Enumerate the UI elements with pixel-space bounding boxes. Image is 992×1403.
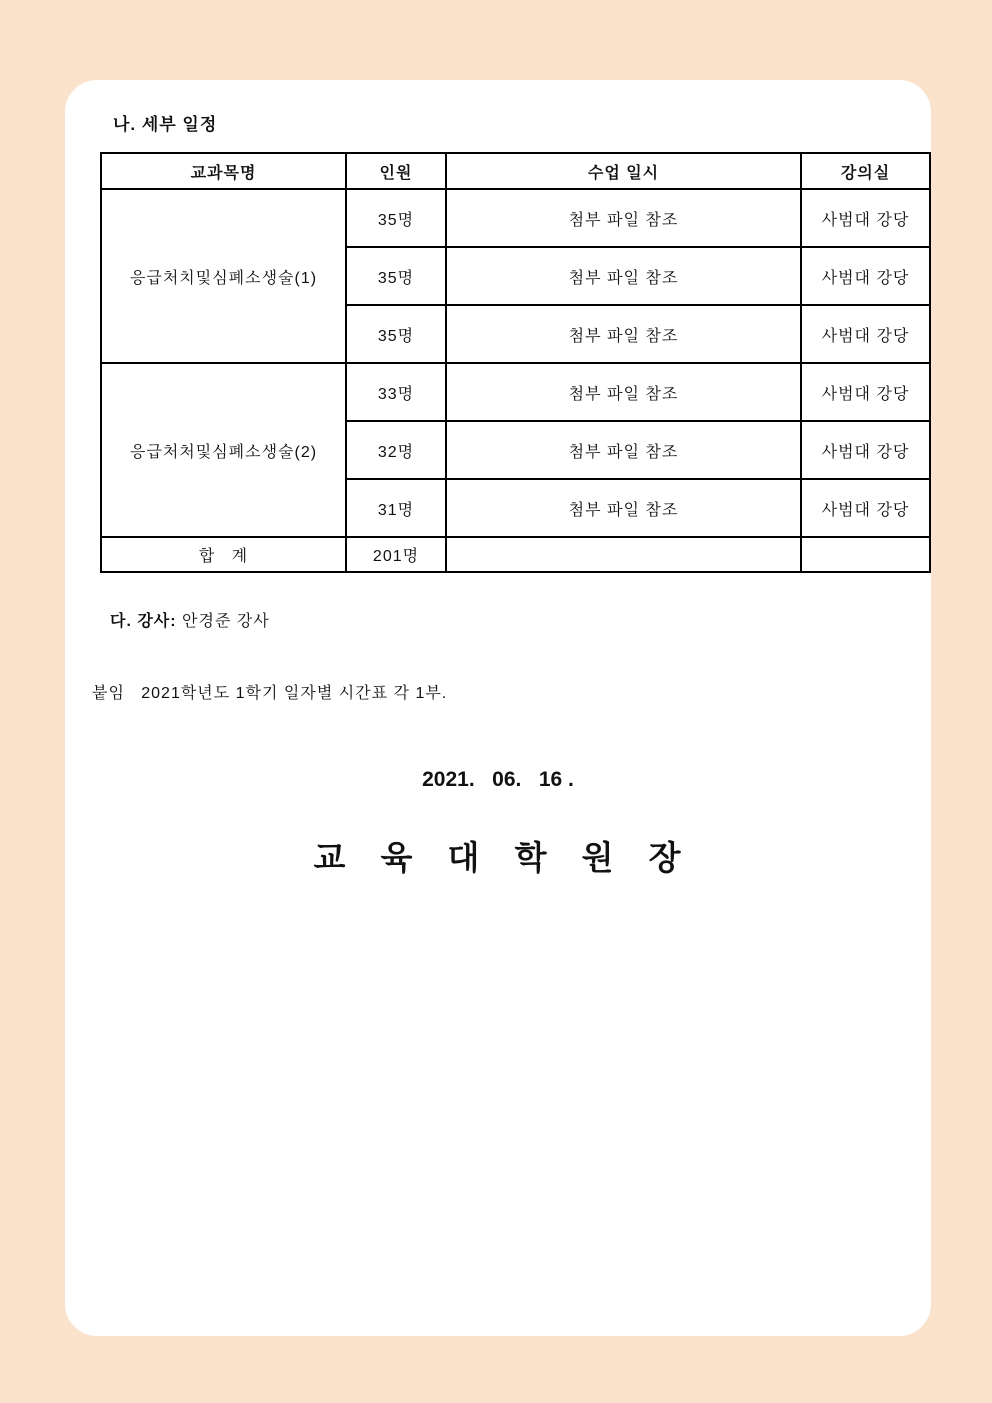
schedule-cell: 첨부 파일 참조 bbox=[446, 421, 801, 479]
instructor-name: 안경준 강사 bbox=[176, 613, 270, 630]
schedule-table bbox=[100, 152, 931, 573]
table-row bbox=[101, 189, 930, 247]
room-cell: 사범대 강당 bbox=[801, 247, 930, 305]
table-row bbox=[101, 363, 930, 421]
count-cell: 33명 bbox=[346, 363, 446, 421]
section-heading: 나. 세부 일정 bbox=[113, 115, 218, 134]
schedule-cell: 첨부 파일 참조 bbox=[446, 189, 801, 247]
total-schedule-cell bbox=[446, 537, 801, 572]
schedule-cell: 첨부 파일 참조 bbox=[446, 363, 801, 421]
header-course: 교과목명 bbox=[101, 153, 346, 189]
count-cell: 35명 bbox=[346, 305, 446, 363]
instructor-label: 다. 강사: bbox=[110, 613, 177, 630]
total-label-cell: 합 계 bbox=[101, 537, 346, 572]
course-cell: 응급처치및심폐소생술(1) bbox=[101, 189, 346, 363]
header-count: 인원 bbox=[346, 153, 446, 189]
course-cell: 응급처처및심폐소생술(2) bbox=[101, 363, 346, 537]
count-cell: 32명 bbox=[346, 421, 446, 479]
instructor-line bbox=[110, 608, 270, 631]
date-line: 2021. 06. 16 . bbox=[422, 768, 574, 791]
count-cell: 31명 bbox=[346, 479, 446, 537]
count-cell: 35명 bbox=[346, 189, 446, 247]
signature-title: 교 육 대 학 원 장 bbox=[313, 839, 683, 876]
room-cell: 사범대 강당 bbox=[801, 189, 930, 247]
total-count-cell: 201명 bbox=[346, 537, 446, 572]
table-header-row bbox=[101, 153, 930, 189]
count-cell: 35명 bbox=[346, 247, 446, 305]
schedule-cell: 첨부 파일 참조 bbox=[446, 247, 801, 305]
document-card bbox=[65, 80, 931, 1336]
header-room: 강의실 bbox=[801, 153, 930, 189]
room-cell: 사범대 강당 bbox=[801, 305, 930, 363]
schedule-cell: 첨부 파일 참조 bbox=[446, 479, 801, 537]
room-cell: 사범대 강당 bbox=[801, 363, 930, 421]
room-cell: 사범대 강당 bbox=[801, 479, 930, 537]
table-total-row bbox=[101, 537, 930, 572]
header-schedule: 수업 일시 bbox=[446, 153, 801, 189]
total-room-cell bbox=[801, 537, 930, 572]
schedule-cell: 첨부 파일 참조 bbox=[446, 305, 801, 363]
room-cell: 사범대 강당 bbox=[801, 421, 930, 479]
attachment-line: 붙임 2021학년도 1학기 일자별 시간표 각 1부. bbox=[92, 685, 448, 702]
